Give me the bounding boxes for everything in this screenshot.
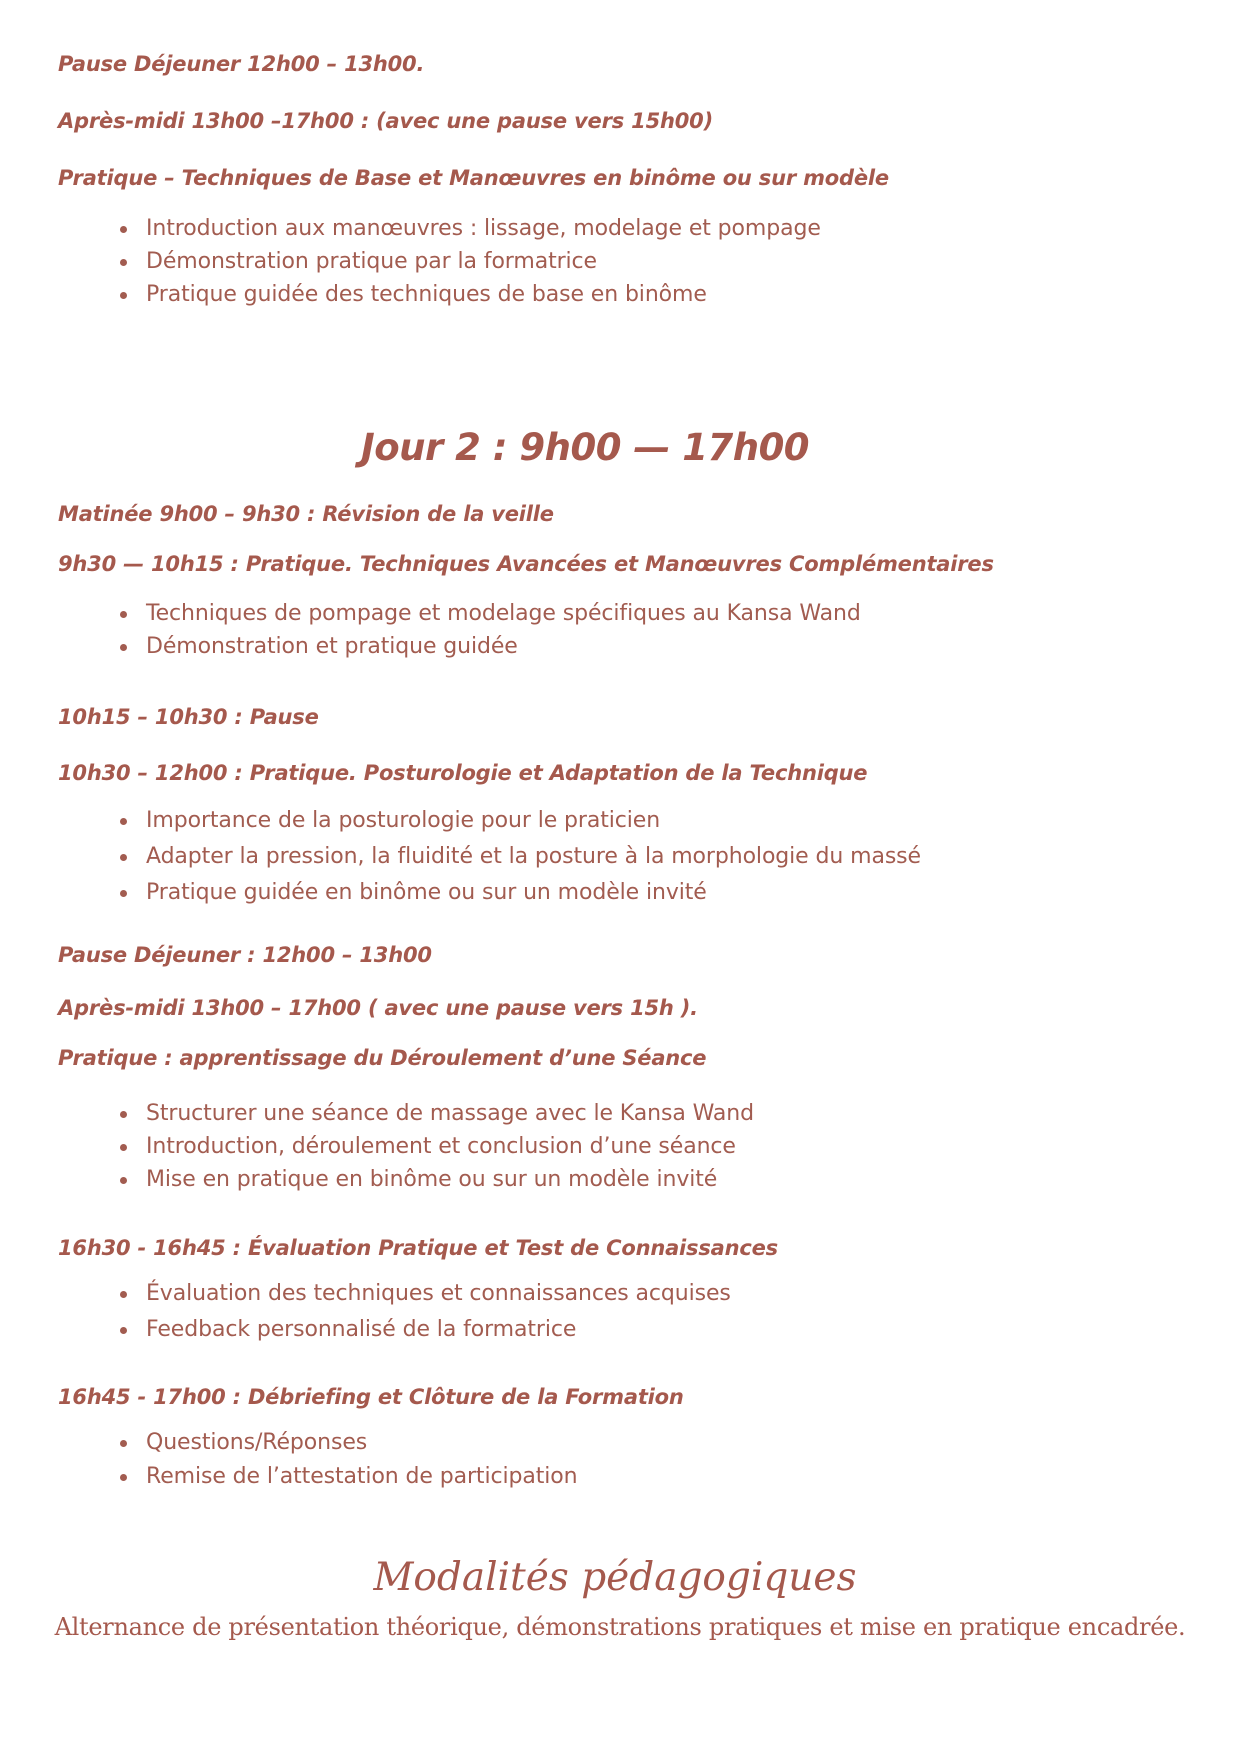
list-item: Pratique guidée en binôme ou sur un modèle invité bbox=[120, 875, 921, 911]
list-item: Introduction, déroulement et conclusion d’une séance bbox=[120, 1130, 754, 1163]
afternoon-heading: Après-midi 13h00 –17h00 : (avec une pause vers 15h00) bbox=[58, 109, 713, 133]
modalites-text: Alternance de présentation théorique, démonstrations pratiques et mise en pratique encadrée. bbox=[54, 1613, 1186, 1641]
list-item: Démonstration et pratique guidée bbox=[120, 630, 861, 663]
session-heading: Pratique : apprentissage du Déroulement d’une Séance bbox=[58, 1046, 707, 1070]
list-item: Démonstration pratique par la formatrice bbox=[120, 245, 821, 278]
posture-list bbox=[120, 803, 921, 911]
break-heading: 10h15 – 10h30 : Pause bbox=[58, 705, 319, 729]
list-item: Feedback personnalisé de la formatrice bbox=[120, 1312, 731, 1348]
morning-review-heading: Matinée 9h00 – 9h30 : Révision de la veille bbox=[58, 502, 554, 526]
practice-basics-heading: Pratique – Techniques de Base et Manœuvres en binôme ou sur modèle bbox=[58, 166, 889, 190]
list-item: Évaluation des techniques et connaissances acquises bbox=[120, 1276, 731, 1312]
day2-afternoon-heading: Après-midi 13h00 – 17h00 ( avec une pause vers 15h ). bbox=[58, 996, 698, 1020]
list-item: Structurer une séance de massage avec le Kansa Wand bbox=[120, 1097, 754, 1130]
list-item: Mise en pratique en binôme ou sur un modèle invité bbox=[120, 1163, 754, 1196]
modalites-title: Modalités pédagogiques bbox=[373, 1555, 857, 1600]
closing-heading: 16h45 - 17h00 : Débriefing et Clôture de la Formation bbox=[58, 1385, 684, 1409]
list-item: Adapter la pression, la fluidité et la posture à la morphologie du massé bbox=[120, 839, 921, 875]
list-item: Introduction aux manœuvres : lissage, modelage et pompage bbox=[120, 212, 821, 245]
evaluation-list bbox=[120, 1276, 731, 1348]
list-item: Remise de l’attestation de participation bbox=[120, 1460, 577, 1494]
day2-lunch-heading: Pause Déjeuner : 12h00 – 13h00 bbox=[58, 943, 432, 967]
posture-heading: 10h30 – 12h00 : Pratique. Posturologie et Adaptation de la Technique bbox=[58, 761, 868, 785]
session-list bbox=[120, 1097, 754, 1196]
list-item: Pratique guidée des techniques de base en binôme bbox=[120, 278, 821, 311]
closing-list bbox=[120, 1426, 577, 1494]
day2-title: Jour 2 : 9h00 — 17h00 bbox=[360, 426, 810, 469]
list-item: Questions/Réponses bbox=[120, 1426, 577, 1460]
list-item: Importance de la posturologie pour le praticien bbox=[120, 803, 921, 839]
practice-basics-list bbox=[120, 212, 821, 311]
list-item: Techniques de pompage et modelage spécifiques au Kansa Wand bbox=[120, 597, 861, 630]
advanced-techniques-heading: 9h30 — 10h15 : Pratique. Techniques Avancées et Manœuvres Complémentaires bbox=[58, 552, 994, 576]
evaluation-heading: 16h30 - 16h45 : Évaluation Pratique et Test de Connaissances bbox=[58, 1236, 778, 1260]
advanced-techniques-list bbox=[120, 597, 861, 663]
lunch-break-heading: Pause Déjeuner 12h00 – 13h00. bbox=[58, 52, 425, 76]
